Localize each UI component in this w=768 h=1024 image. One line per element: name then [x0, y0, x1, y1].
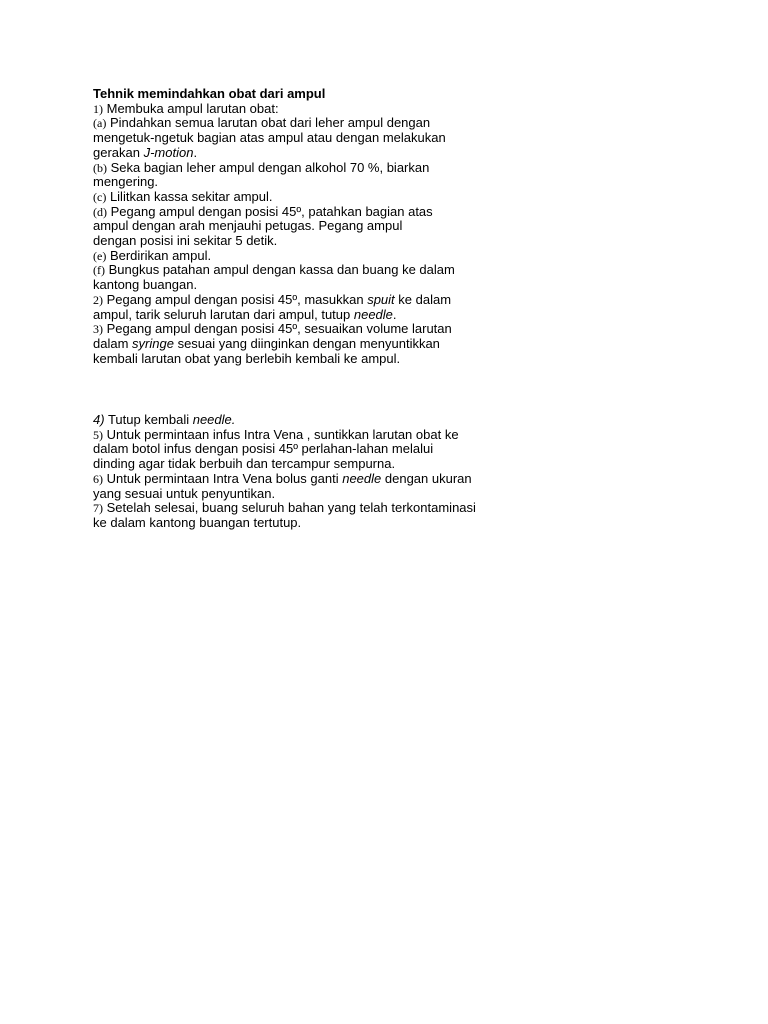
- line-text: Pegang ampul dengan posisi 45º, masukkan: [103, 291, 368, 307]
- text-line: [93, 516, 768, 531]
- text-line: [93, 278, 768, 293]
- line-text: Pegang ampul dengan posisi 45º, sesuaikan volume larutan: [103, 321, 452, 337]
- document-body: [93, 102, 768, 531]
- line-text: .: [193, 144, 198, 160]
- text-line: [93, 428, 768, 443]
- line-text: .: [392, 306, 397, 322]
- line-text: sesuai yang diinginkan dengan menyuntikkan: [173, 335, 440, 351]
- line-text: Lilitkan kassa sekitar ampul.: [106, 188, 273, 204]
- line-text: Tutup kembali: [104, 412, 193, 428]
- line-text: kembali larutan obat yang berlebih kembali ke ampul.: [93, 350, 401, 366]
- text-line: [93, 413, 768, 428]
- line-text: mengering.: [93, 174, 159, 190]
- line-text: gerakan: [93, 144, 144, 160]
- line-text: Setelah selesai, buang seluruh bahan yang telah terkontaminasi: [103, 500, 476, 516]
- list-marker: (c): [93, 189, 107, 204]
- line-text: dinding agar tidak berbuih dan tercampur sempurna.: [93, 456, 396, 472]
- text-line: [93, 249, 768, 264]
- line-text: ke dalam kantong buangan tertutup.: [93, 514, 302, 530]
- line-text: Membuka ampul larutan obat:: [103, 100, 279, 116]
- line-text: ke dalam: [394, 291, 452, 307]
- text-line: [93, 457, 768, 472]
- line-text: dengan ukuran: [381, 470, 472, 486]
- italic-term: needle: [342, 470, 382, 486]
- line-text: Untuk permintaan Intra Vena bolus ganti: [103, 470, 343, 486]
- text-line: [93, 352, 768, 367]
- list-marker: (d): [93, 204, 107, 219]
- line-text: dalam: [93, 335, 133, 351]
- italic-term: spuit: [367, 291, 395, 307]
- text-line: [93, 501, 768, 516]
- list-marker: (f): [93, 263, 105, 278]
- text-line: [93, 205, 768, 220]
- text-line: [93, 293, 768, 308]
- text-line: [93, 337, 768, 352]
- text-line: [93, 234, 768, 249]
- text-line: [93, 219, 768, 234]
- line-text: Berdirikan ampul.: [106, 247, 212, 263]
- list-marker: 5): [93, 427, 103, 442]
- text-line: [93, 102, 768, 117]
- list-marker: 7): [93, 501, 103, 516]
- line-text: yang sesuai untuk penyuntikan.: [93, 485, 276, 501]
- list-marker: 3): [93, 322, 103, 337]
- text-line: [93, 487, 768, 502]
- line-text: ampul dengan arah menjauhi petugas. Pegang ampul: [93, 218, 403, 234]
- list-marker: (b): [93, 160, 107, 175]
- line-text: Pegang ampul dengan posisi 45º, patahkan bagian atas: [107, 203, 433, 219]
- blank-line: [93, 382, 768, 397]
- list-marker: (a): [93, 116, 107, 131]
- text-line: [93, 263, 768, 278]
- list-marker: 6): [93, 471, 103, 486]
- document-title: Tehnik memindahkan obat dari ampul: [93, 86, 326, 101]
- text-line: [93, 190, 768, 205]
- list-marker: 1): [93, 101, 103, 116]
- list-marker: 2): [93, 292, 103, 307]
- text-line: [93, 116, 768, 131]
- text-line: [93, 308, 768, 323]
- line-text: dengan posisi ini sekitar 5 detik.: [93, 233, 278, 249]
- line-text: mengetuk-ngetuk bagian atas ampul atau dengan melakukan: [93, 130, 446, 146]
- italic-term: needle: [353, 306, 393, 322]
- line-text: Seka bagian leher ampul dengan alkohol 70 %, biarkan: [107, 159, 430, 175]
- text-line: [93, 146, 768, 161]
- line-text: Untuk permintaan infus Intra Vena , suntikkan larutan obat ke: [103, 426, 459, 442]
- italic-term: needle.: [192, 412, 236, 428]
- text-line: [93, 175, 768, 190]
- text-line: [93, 472, 768, 487]
- list-marker: (e): [93, 248, 107, 263]
- line-text: Pindahkan semua larutan obat dari leher ampul dengan: [106, 115, 431, 131]
- italic-term: J-motion: [143, 144, 194, 160]
- text-line: [93, 322, 768, 337]
- line-text: kantong buangan.: [93, 277, 198, 293]
- text-line: [93, 131, 768, 146]
- line-text: dalam botol infus dengan posisi 45º perlahan-lahan melalui: [93, 441, 434, 457]
- italic-term: syringe: [132, 335, 174, 351]
- list-marker: 4): [93, 412, 105, 428]
- text-line: [93, 161, 768, 176]
- text-line: [93, 442, 768, 457]
- line-text: Bungkus patahan ampul dengan kassa dan buang ke dalam: [105, 262, 455, 278]
- line-text: ampul, tarik seluruh larutan dari ampul, tutup: [93, 306, 354, 322]
